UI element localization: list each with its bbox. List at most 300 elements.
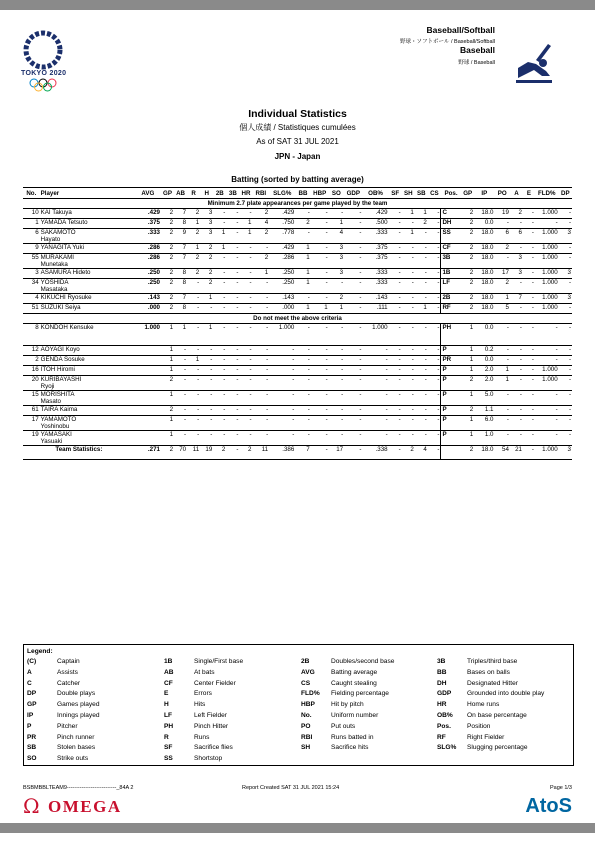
table-cell: - xyxy=(295,431,310,446)
player-row xyxy=(23,269,572,279)
table-cell: 1 xyxy=(295,279,310,294)
legend-meaning: Bases on balls xyxy=(467,668,510,676)
legend-item xyxy=(164,701,243,712)
table-cell: 3 xyxy=(559,269,572,279)
legend-abbrev: No. xyxy=(301,711,312,719)
legend-item xyxy=(27,690,100,701)
table-cell: 2 xyxy=(494,244,509,254)
table-cell: - xyxy=(559,391,572,406)
table-cell: - xyxy=(415,269,428,279)
table-cell: - xyxy=(329,431,344,446)
table-cell: - xyxy=(187,294,200,304)
column-header: Player xyxy=(40,188,135,199)
legend-abbrev: AB xyxy=(164,668,174,676)
team-statistics-label: Team Statistics: xyxy=(23,446,135,460)
as-of-date: As of SAT 31 JUL 2021 xyxy=(256,137,339,146)
table-cell: 1 xyxy=(461,324,474,346)
doc-title: Individual Statistics xyxy=(248,108,347,120)
table-cell: 2 xyxy=(161,376,174,391)
table-cell: - xyxy=(344,209,362,219)
legend-abbrev: 3B xyxy=(437,658,446,665)
uniform-number: 12 xyxy=(23,346,40,356)
table-cell: - xyxy=(402,304,415,314)
table-cell: 1 xyxy=(200,294,213,304)
table-cell: 1 xyxy=(461,431,474,446)
team-name: JPN - Japan xyxy=(274,152,321,161)
table-cell: - xyxy=(269,431,295,446)
table-cell: P xyxy=(441,391,461,406)
table-cell: .143 xyxy=(362,294,388,304)
table-cell: - xyxy=(344,269,362,279)
table-cell: - xyxy=(200,366,213,376)
table-cell: - xyxy=(213,376,226,391)
legend-abbrev: OB% xyxy=(437,711,453,719)
table-cell: 2 xyxy=(161,406,174,416)
table-cell: .286 xyxy=(269,254,295,269)
table-cell: - xyxy=(226,269,239,279)
table-cell: - xyxy=(389,406,402,416)
table-cell: - xyxy=(269,376,295,391)
legend-item xyxy=(301,744,394,755)
table-cell: - xyxy=(329,406,344,416)
table-cell: - xyxy=(311,269,329,279)
table-cell: - xyxy=(523,244,535,254)
table-cell: - xyxy=(226,294,239,304)
table-cell: - xyxy=(389,431,402,446)
table-cell: - xyxy=(402,376,415,391)
table-cell: 11 xyxy=(187,446,200,460)
legend-meaning: Home runs xyxy=(467,701,500,709)
table-cell: - xyxy=(523,431,535,446)
table-cell: .338 xyxy=(362,446,388,460)
legend-meaning: Stolen bases xyxy=(57,744,96,752)
table-cell: - xyxy=(269,391,295,406)
table-cell: - xyxy=(559,209,572,219)
table-cell: - xyxy=(187,391,200,406)
table-cell: - xyxy=(344,279,362,294)
table-cell: 1 xyxy=(174,324,187,346)
table-cell: - xyxy=(494,406,509,416)
legend-abbrev: 1B xyxy=(164,658,173,665)
table-cell: - xyxy=(510,324,523,346)
legend-meaning: Slugging percentage xyxy=(467,744,528,752)
table-cell: - xyxy=(239,406,252,416)
column-header: RBI xyxy=(253,188,270,199)
legend-abbrev: CS xyxy=(301,679,311,687)
legend-item xyxy=(27,680,100,691)
legend-abbrev: PH xyxy=(164,722,174,730)
table-cell: 1 xyxy=(461,391,474,406)
table-cell: - xyxy=(559,279,572,294)
legend-abbrev: BB xyxy=(437,668,447,676)
table-cell: - xyxy=(269,346,295,356)
table-cell: - xyxy=(523,254,535,269)
table-cell: .333 xyxy=(362,269,388,279)
table-cell: 3 xyxy=(329,244,344,254)
column-header: SLG% xyxy=(269,188,295,199)
table-cell: 3B xyxy=(441,254,461,269)
table-cell: 18.0 xyxy=(474,304,494,314)
table-cell: - xyxy=(213,406,226,416)
doc-subtitle: 個人成績 / Statistiques cumulées xyxy=(239,123,356,132)
table-cell: - xyxy=(415,244,428,254)
legend-item xyxy=(437,712,544,723)
table-cell: - xyxy=(559,346,572,356)
legend-abbrev: E xyxy=(164,690,169,698)
omega-logo-icon: Ω xyxy=(23,794,40,818)
table-cell: - xyxy=(253,356,270,366)
legend-abbrev: SLG% xyxy=(437,744,457,752)
table-cell: - xyxy=(253,431,270,446)
table-cell: - xyxy=(200,391,213,406)
legend-meaning: Doubles/second base xyxy=(331,658,395,665)
table-cell: - xyxy=(389,269,402,279)
table-cell: - xyxy=(415,279,428,294)
table-cell: - xyxy=(362,376,388,391)
table-cell: P xyxy=(441,406,461,416)
table-cell: - xyxy=(311,229,329,244)
table-cell: 3 xyxy=(510,269,523,279)
player-name xyxy=(40,324,135,346)
table-cell: - xyxy=(253,391,270,406)
legend-item xyxy=(301,658,394,669)
table-cell: 1.000 xyxy=(535,279,559,294)
table-cell: 2 xyxy=(461,406,474,416)
player-row xyxy=(23,254,572,269)
table-cell: 1 xyxy=(295,269,310,279)
table-cell: 5 xyxy=(494,304,509,314)
player-row xyxy=(23,431,572,446)
player-name xyxy=(40,244,135,254)
table-cell: - xyxy=(402,324,415,346)
table-cell: - xyxy=(239,356,252,366)
table-cell: - xyxy=(523,324,535,346)
table-cell: 2 xyxy=(161,446,174,460)
player-name xyxy=(40,254,135,269)
table-cell: - xyxy=(535,324,559,346)
table-cell: - xyxy=(344,304,362,314)
table-cell: 0.0 xyxy=(474,324,494,346)
player-name-line: Yasuaki xyxy=(40,438,63,445)
table-cell: - xyxy=(535,416,559,431)
section-title: Batting (sorted by batting average) xyxy=(231,175,364,184)
legend-abbrev: PR xyxy=(27,733,37,741)
legend-item xyxy=(301,669,394,680)
table-cell: 1 xyxy=(239,219,252,229)
legend-meaning: Pinch Hitter xyxy=(194,722,229,730)
table-cell: - xyxy=(559,254,572,269)
table-cell: - xyxy=(187,431,200,446)
table-cell: - xyxy=(402,279,415,294)
table-cell: .429 xyxy=(362,209,388,219)
table-cell: PH xyxy=(441,324,461,346)
table-cell: .333 xyxy=(362,279,388,294)
table-cell: .429 xyxy=(269,209,295,219)
table-cell: - xyxy=(389,209,402,219)
legend-abbrev: SB xyxy=(27,744,37,752)
table-cell: 1 xyxy=(161,366,174,376)
table-cell: - xyxy=(329,416,344,431)
table-cell: - xyxy=(174,406,187,416)
baseball-pictogram-icon xyxy=(512,38,558,84)
table-cell: - xyxy=(187,376,200,391)
player-name-line: ITOH Hiromi xyxy=(40,366,75,373)
bottom-bar xyxy=(0,823,595,833)
table-cell: 2 xyxy=(253,229,270,244)
legend-abbrev: Pos. xyxy=(437,722,451,730)
legend-abbrev: SH xyxy=(301,744,311,752)
player-name-line: KAI Takuya xyxy=(40,209,72,216)
table-cell: 19 xyxy=(200,446,213,460)
table-cell: - xyxy=(415,406,428,416)
table-cell: 2 xyxy=(161,294,174,304)
table-cell: - xyxy=(226,244,239,254)
table-cell: - xyxy=(389,244,402,254)
table-cell: - xyxy=(239,244,252,254)
legend-meaning: At bats xyxy=(194,668,215,676)
uniform-number: 55 xyxy=(23,254,40,269)
player-name xyxy=(40,269,135,279)
table-cell: .286 xyxy=(135,254,161,269)
table-cell: - xyxy=(311,376,329,391)
table-cell: 1 xyxy=(161,356,174,366)
table-cell: 1 xyxy=(200,324,213,346)
table-cell: - xyxy=(344,324,362,346)
table-cell: - xyxy=(213,431,226,446)
group-label: Minimum 2.7 plate appearances per game played by the team xyxy=(23,199,572,209)
table-cell: 2 xyxy=(461,254,474,269)
table-cell: 3 xyxy=(559,446,572,460)
table-cell: 1.000 xyxy=(535,366,559,376)
uniform-number: 2 xyxy=(23,356,40,366)
table-cell: - xyxy=(559,366,572,376)
table-cell: - xyxy=(415,324,428,346)
player-name-line: YAMAMOTO xyxy=(40,416,77,423)
player-name-line: YANAGITA Yuki xyxy=(40,244,84,251)
table-cell: - xyxy=(510,391,523,406)
table-cell: - xyxy=(510,279,523,294)
player-name xyxy=(40,279,135,294)
table-cell: .778 xyxy=(269,229,295,244)
player-name-line: KONDOH Kensuke xyxy=(40,324,94,331)
table-cell: - xyxy=(510,244,523,254)
legend-meaning: Batting average xyxy=(331,668,378,676)
legend-item xyxy=(27,712,100,723)
top-bar xyxy=(0,0,595,10)
legend-meaning: Grounded into double play xyxy=(467,690,545,698)
table-cell: 9 xyxy=(174,229,187,244)
table-cell: - xyxy=(311,431,329,446)
table-cell: - xyxy=(389,376,402,391)
table-cell: .111 xyxy=(362,304,388,314)
table-cell: - xyxy=(239,254,252,269)
column-header: IP xyxy=(474,188,494,199)
table-cell: 2 xyxy=(161,244,174,254)
table-cell: - xyxy=(239,376,252,391)
table-cell: - xyxy=(253,406,270,416)
table-cell: - xyxy=(311,219,329,229)
table-cell: - xyxy=(494,356,509,366)
legend-item xyxy=(301,712,394,723)
table-cell: - xyxy=(535,431,559,446)
table-cell: 2 xyxy=(161,219,174,229)
column-header: HR xyxy=(239,188,252,199)
table-cell: - xyxy=(253,304,270,314)
table-cell: 18.0 xyxy=(474,244,494,254)
table-cell xyxy=(135,376,161,391)
table-cell: - xyxy=(510,219,523,229)
legend-abbrev: GP xyxy=(27,701,37,709)
table-cell: .500 xyxy=(362,219,388,229)
table-cell: - xyxy=(239,346,252,356)
legend-meaning: Hit by pitch xyxy=(331,701,364,709)
table-cell: 1 xyxy=(161,346,174,356)
table-cell: 8 xyxy=(174,269,187,279)
table-cell: 2 xyxy=(187,209,200,219)
table-cell: 2.0 xyxy=(474,376,494,391)
legend-abbrev: DP xyxy=(27,690,37,698)
uniform-number: 4 xyxy=(23,294,40,304)
column-header: CS xyxy=(428,188,441,199)
table-cell: 1 xyxy=(415,304,428,314)
legend-meaning: Strike outs xyxy=(57,755,89,763)
table-cell: - xyxy=(226,346,239,356)
player-name xyxy=(40,209,135,219)
column-header: DP xyxy=(559,188,572,199)
table-cell: - xyxy=(523,294,535,304)
table-cell: - xyxy=(174,356,187,366)
legend-meaning: Hits xyxy=(194,701,206,709)
table-cell: - xyxy=(200,356,213,366)
legend-meaning: Pitcher xyxy=(57,722,78,730)
table-cell: 3 xyxy=(200,209,213,219)
column-header: H xyxy=(200,188,213,199)
table-cell: - xyxy=(510,356,523,366)
table-cell: 2 xyxy=(461,219,474,229)
table-cell: 1 xyxy=(187,244,200,254)
table-cell: - xyxy=(295,294,310,304)
table-cell: - xyxy=(295,416,310,431)
table-cell: - xyxy=(226,219,239,229)
table-cell: - xyxy=(226,356,239,366)
player-row xyxy=(23,244,572,254)
table-cell: - xyxy=(559,219,572,229)
column-header: 2B xyxy=(213,188,226,199)
table-cell: - xyxy=(344,391,362,406)
legend-abbrev: C xyxy=(27,679,32,687)
table-cell: - xyxy=(311,294,329,304)
player-row xyxy=(23,219,572,229)
table-cell: - xyxy=(559,416,572,431)
table-cell: - xyxy=(213,269,226,279)
player-name-line: KIKUCHI Ryosuke xyxy=(40,294,92,301)
player-name-line: YAMASAKI xyxy=(40,431,72,438)
table-cell: 1.1 xyxy=(474,406,494,416)
table-cell: .143 xyxy=(135,294,161,304)
table-cell: 1 xyxy=(311,304,329,314)
table-cell: 2 xyxy=(161,229,174,244)
table-cell: - xyxy=(213,324,226,346)
table-cell: - xyxy=(523,209,535,219)
table-cell: - xyxy=(200,304,213,314)
table-cell: 1 xyxy=(461,416,474,431)
table-cell: - xyxy=(389,416,402,431)
table-cell: 70 xyxy=(174,446,187,460)
table-cell: 4 xyxy=(253,219,270,229)
table-cell: 7 xyxy=(174,244,187,254)
table-cell: 8 xyxy=(174,219,187,229)
legend-abbrev: HR xyxy=(437,701,447,709)
column-header: HBP xyxy=(311,188,329,199)
table-cell: - xyxy=(428,416,441,431)
table-cell: 1 xyxy=(494,376,509,391)
table-cell: 2 xyxy=(295,219,310,229)
legend-item xyxy=(437,690,544,701)
table-cell: - xyxy=(559,431,572,446)
table-cell: - xyxy=(559,244,572,254)
table-cell: 18.0 xyxy=(474,254,494,269)
player-row xyxy=(23,346,572,356)
table-cell: - xyxy=(329,209,344,219)
table-cell: 3 xyxy=(559,229,572,244)
uniform-number: 19 xyxy=(23,431,40,446)
table-cell: - xyxy=(415,254,428,269)
table-cell: - xyxy=(239,304,252,314)
player-name-line: SUZUKI Seiya xyxy=(40,304,81,311)
table-cell: 1.000 xyxy=(535,294,559,304)
table-cell: - xyxy=(428,279,441,294)
table-cell: 1 xyxy=(161,324,174,346)
column-header: SB xyxy=(415,188,428,199)
table-cell: 54 xyxy=(494,446,509,460)
table-cell: 4 xyxy=(415,446,428,460)
table-cell: - xyxy=(226,406,239,416)
table-cell: - xyxy=(213,209,226,219)
table-cell: 2 xyxy=(494,279,509,294)
legend-column xyxy=(164,658,243,766)
table-cell: - xyxy=(253,324,270,346)
table-cell: - xyxy=(389,304,402,314)
table-cell: - xyxy=(494,431,509,446)
table-cell: - xyxy=(535,346,559,356)
table-cell: 18.0 xyxy=(474,294,494,304)
table-cell xyxy=(135,346,161,356)
legend-item xyxy=(301,701,394,712)
player-name-line: GENDA Sosuke xyxy=(40,356,85,363)
legend-item xyxy=(27,658,100,669)
table-cell: - xyxy=(174,346,187,356)
table-cell: - xyxy=(344,446,362,460)
table-cell: 1B xyxy=(441,269,461,279)
legend-abbrev: FLD% xyxy=(301,690,320,698)
uniform-number: 51 xyxy=(23,304,40,314)
legend-abbrev: SO xyxy=(27,755,37,763)
table-cell: - xyxy=(389,229,402,244)
table-cell: P xyxy=(441,346,461,356)
table-cell: - xyxy=(295,346,310,356)
table-cell: 1 xyxy=(239,229,252,244)
legend-column xyxy=(301,658,394,755)
table-cell: - xyxy=(428,304,441,314)
table-cell: - xyxy=(253,416,270,431)
table-cell: 1.000 xyxy=(535,244,559,254)
table-cell: - xyxy=(187,406,200,416)
table-cell: 2 xyxy=(461,294,474,304)
table-cell: 1 xyxy=(161,431,174,446)
table-cell: 18.0 xyxy=(474,229,494,244)
table-cell: - xyxy=(239,209,252,219)
table-cell: PR xyxy=(441,356,461,366)
